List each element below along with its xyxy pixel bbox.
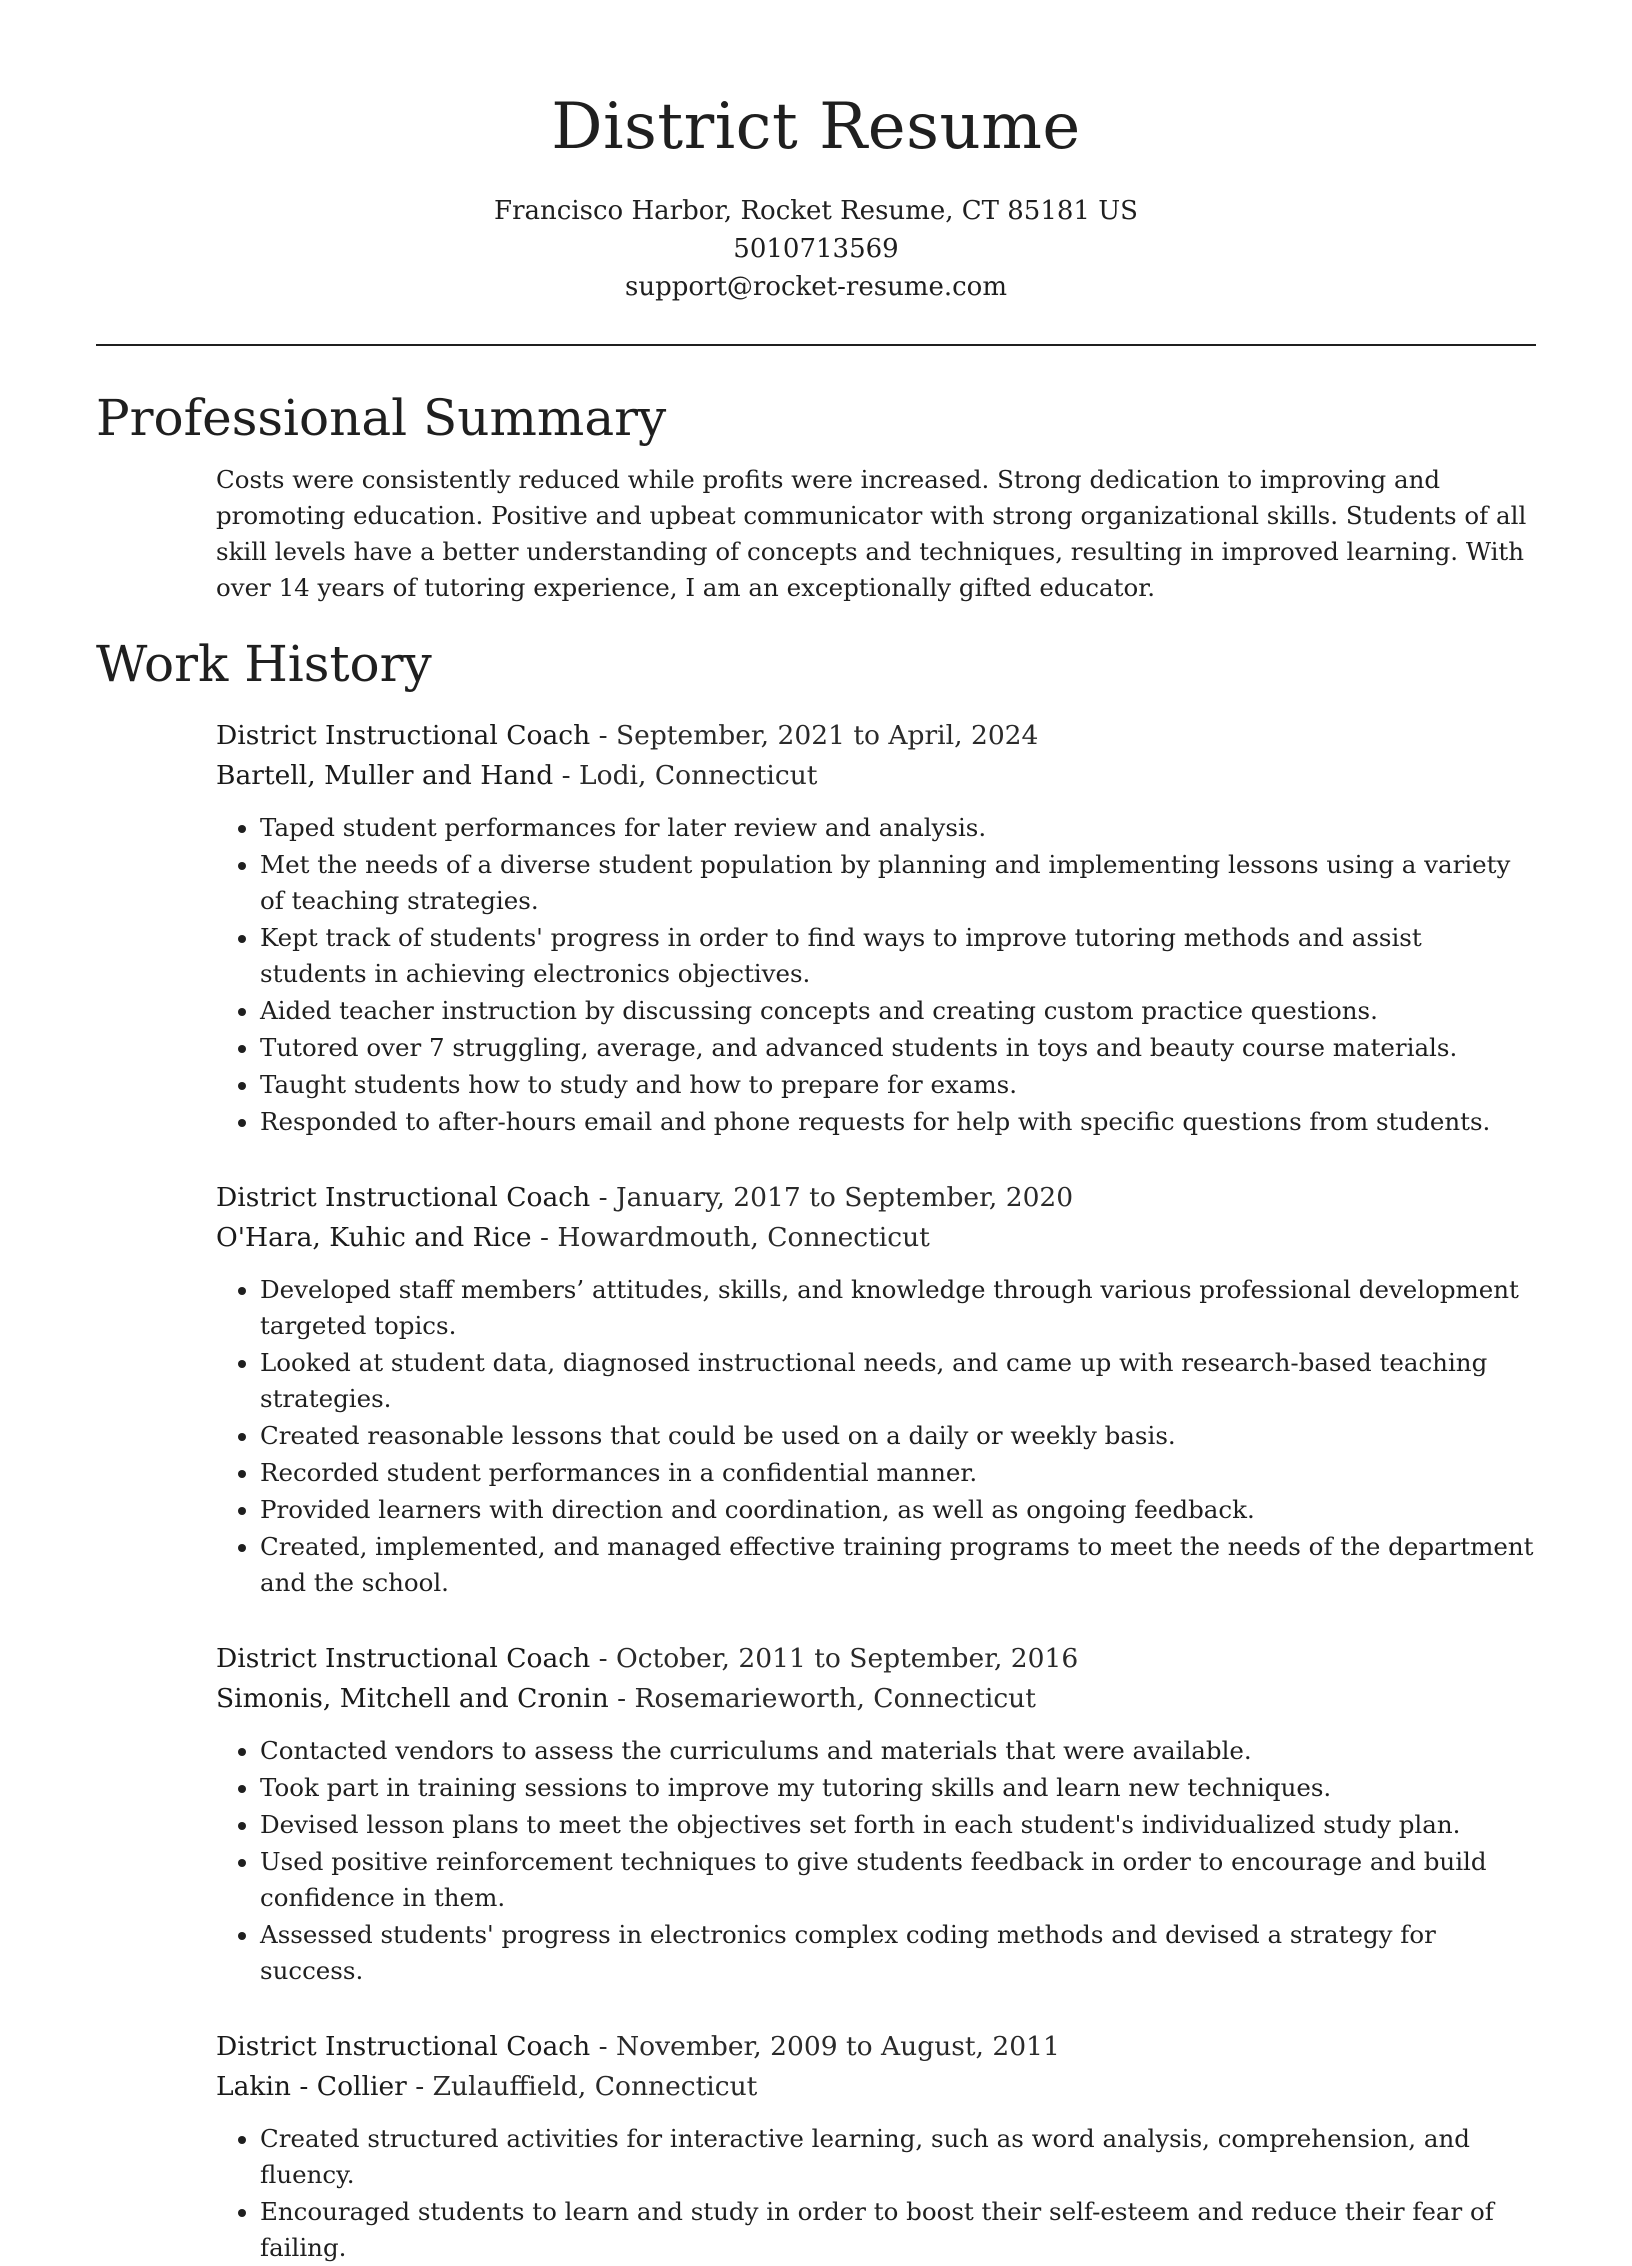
job-company: Lakin - Collier <box>216 2071 407 2102</box>
job-title-line <box>216 716 1536 756</box>
resume-header <box>96 0 1536 306</box>
job-dates: October, 2011 to September, 2016 <box>615 1643 1079 1674</box>
job-separator: - <box>553 760 580 791</box>
contact-email: support@rocket-resume.com <box>624 272 1007 302</box>
job-title-line <box>216 1639 1536 1679</box>
job-separator: - <box>608 1683 635 1714</box>
job-duty-item: • Devised lesson plans to meet the objectives set forth in each student's individualized study plan. <box>260 1807 1536 1843</box>
job-list <box>216 716 1536 2266</box>
job-duty-item: • Recorded student performances in a confidential manner. <box>260 1455 1536 1491</box>
job-location: Zulauffield, Connecticut <box>432 2071 758 2102</box>
summary-text: Costs were consistently reduced while profits were increased. Strong dedication to improving and promoting education. Positive and upbeat communicator with strong organizational skills. Students of all skill levels have a better understanding of concepts and techniques, resulting in improved learning. With over 14 years of tutoring experience, I am an exceptionally gifted educator. <box>216 465 1527 602</box>
job-duties-list <box>216 1272 1536 1601</box>
job-duty-item: • Aided teacher instruction by discussing concepts and creating custom practice questions. <box>260 993 1536 1029</box>
job-dates: November, 2009 to August, 2011 <box>615 2031 1060 2062</box>
summary-section <box>96 386 1536 606</box>
job-duty-item: • Taught students how to study and how to prepare for exams. <box>260 1067 1536 1103</box>
job-duty-item: • Created, implemented, and managed effective training programs to meet the needs of the department and the school. <box>260 1529 1536 1601</box>
job-entry <box>216 2027 1536 2266</box>
job-location: Lodi, Connecticut <box>579 760 818 791</box>
job-company-line <box>216 756 1536 796</box>
job-duty-item: • Created reasonable lessons that could be used on a daily or weekly basis. <box>260 1418 1536 1454</box>
job-duty-item: • Took part in training sessions to improve my tutoring skills and learn new techniques. <box>260 1770 1536 1806</box>
job-company-line <box>216 2067 1536 2107</box>
contact-phone: 5010713569 <box>733 234 899 264</box>
job-title: District Instructional Coach <box>216 2031 591 2062</box>
job-dates: January, 2017 to September, 2020 <box>615 1182 1074 1213</box>
job-separator: - <box>590 720 616 751</box>
job-title-line <box>216 1178 1536 1218</box>
job-duties-list <box>216 2121 1536 2266</box>
job-title: District Instructional Coach <box>216 720 591 751</box>
contact-address: Francisco Harbor, Rocket Resume, CT 85181 US <box>494 196 1138 226</box>
summary-heading: Professional Summary <box>96 389 667 447</box>
job-title-line <box>216 2027 1536 2067</box>
job-duty-item: • Encouraged students to learn and study in order to boost their self-esteem and reduce their fear of failing. <box>260 2194 1536 2266</box>
job-duty-item: • Tutored over 7 struggling, average, and advanced students in toys and beauty course materials. <box>260 1030 1536 1066</box>
job-duty-item: • Used positive reinforcement techniques to give students feedback in order to encourage and build confidence in them. <box>260 1844 1536 1916</box>
job-title: District Instructional Coach <box>216 1182 591 1213</box>
job-entry <box>216 1639 1536 1989</box>
job-entry <box>216 716 1536 1140</box>
job-separator: - <box>590 1643 616 1674</box>
job-duty-item: • Looked at student data, diagnosed instructional needs, and came up with research-based teaching strategies. <box>260 1345 1536 1417</box>
job-dates: September, 2021 to April, 2024 <box>615 720 1039 751</box>
job-duty-item: • Responded to after-hours email and phone requests for help with specific questions from students. <box>260 1104 1536 1140</box>
job-separator: - <box>590 1182 616 1213</box>
contact-info <box>96 192 1536 306</box>
job-separator: - <box>531 1222 558 1253</box>
job-location: Rosemarieworth, Connecticut <box>634 1683 1036 1714</box>
work-history-section <box>96 632 1536 2266</box>
job-duty-item: • Contacted vendors to assess the curriculums and materials that were available. <box>260 1733 1536 1769</box>
job-separator: - <box>406 2071 433 2102</box>
job-duty-item: • Created structured activities for interactive learning, such as word analysis, comprehension, and fluency. <box>260 2121 1536 2193</box>
job-company-line <box>216 1218 1536 1258</box>
job-company: O'Hara, Kuhic and Rice <box>216 1222 532 1253</box>
job-duty-item: • Provided learners with direction and coordination, as well as ongoing feedback. <box>260 1492 1536 1528</box>
job-duty-item: • Met the needs of a diverse student population by planning and implementing lessons using a variety of teaching strategies. <box>260 847 1536 919</box>
resume-name: District Resume <box>551 90 1081 164</box>
header-divider <box>96 344 1536 346</box>
job-company: Bartell, Muller and Hand <box>216 760 554 791</box>
work-history-heading: Work History <box>96 635 432 693</box>
job-company: Simonis, Mitchell and Cronin <box>216 1683 609 1714</box>
job-duty-item: • Developed staff members’ attitudes, skills, and knowledge through various professional development targeted topics. <box>260 1272 1536 1344</box>
job-duties-list <box>216 1733 1536 1989</box>
job-duty-item: • Assessed students' progress in electronics complex coding methods and devised a strategy for success. <box>260 1917 1536 1989</box>
job-location: Howardmouth, Connecticut <box>557 1222 930 1253</box>
job-company-line <box>216 1679 1536 1719</box>
job-title: District Instructional Coach <box>216 1643 591 1674</box>
job-duties-list <box>216 810 1536 1140</box>
job-duty-item: • Taped student performances for later review and analysis. <box>260 810 1536 846</box>
job-entry <box>216 1178 1536 1601</box>
job-duty-item: • Kept track of students' progress in order to find ways to improve tutoring methods and assist students in achieving electronics objectives. <box>260 920 1536 992</box>
job-separator: - <box>590 2031 616 2062</box>
